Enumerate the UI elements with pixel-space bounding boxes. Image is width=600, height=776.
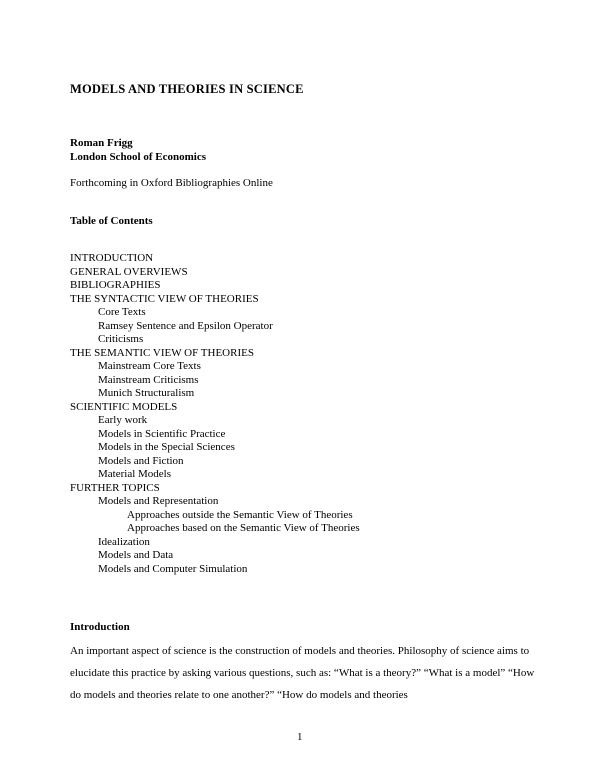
document-title: MODELS AND THEORIES IN SCIENCE [70,82,304,96]
author-block [70,136,206,164]
toc-item: Material Models [98,468,172,480]
introduction-heading: Introduction [70,621,130,633]
table-of-contents [70,252,360,576]
author-affiliation: London School of Economics [70,151,206,163]
toc-item: FURTHER TOPICS [70,481,160,494]
toc-item: Core Texts [98,306,146,318]
author-name: Roman Frigg [70,137,133,149]
toc-item: Early work [98,414,148,426]
toc-item: THE SYNTACTIC VIEW OF THEORIES [70,292,259,305]
toc-item: SCIENTIFIC MODELS [70,400,178,413]
toc-item: Models in Scientific Practice [98,427,226,440]
toc-item: INTRODUCTION [70,252,154,264]
toc-item: Idealization [98,535,150,548]
toc-item: Munich Structuralism [98,387,195,399]
toc-item: THE SEMANTIC VIEW OF THEORIES [70,346,254,359]
toc-item: Models and Computer Simulation [98,562,248,575]
toc-item: BIBLIOGRAPHIES [70,279,161,291]
publication-note: Forthcoming in Oxford Bibliographies Online [70,177,273,189]
toc-item: Criticisms [98,333,144,345]
toc-item: Models and Data [98,549,174,561]
toc-item: GENERAL OVERVIEWS [70,265,188,278]
toc-item: Mainstream Criticisms [98,373,199,386]
toc-item: Mainstream Core Texts [98,360,201,372]
toc-item: Models in the Special Sciences [98,441,235,453]
toc-item: Approaches based on the Semantic View of Theories [127,522,360,534]
toc-item: Approaches outside the Semantic View of Theories [127,508,353,521]
toc-item: Models and Representation [98,495,219,507]
page-number: 1 [297,731,303,743]
introduction-paragraph: An important aspect of science is the construction of models and theories. Philosophy of science aims to elucidate this practice by asking various questions, such as: “What is a theory?” “What is a model” “How do models and theories relate to one another?” “How do models and theories [70,645,535,701]
toc-item: Models and Fiction [98,454,184,467]
toc-heading: Table of Contents [70,215,153,227]
toc-item: Ramsey Sentence and Epsilon Operator [98,319,273,332]
